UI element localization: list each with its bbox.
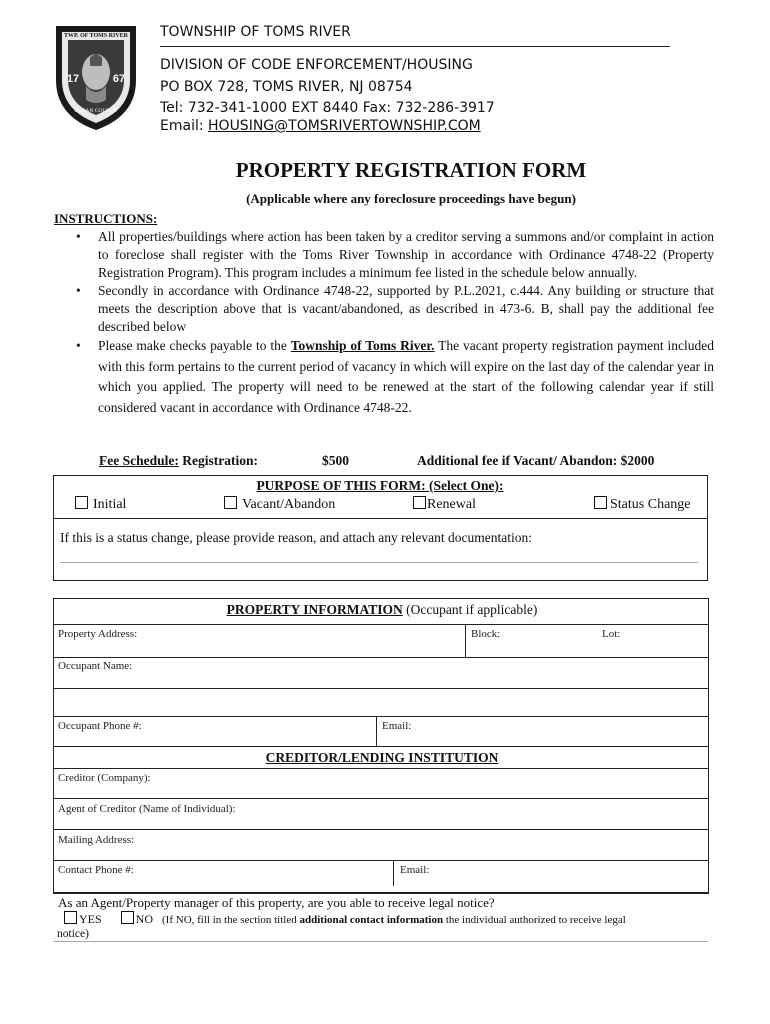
occupant-name-field[interactable]: Occupant Name: bbox=[58, 660, 133, 672]
divider bbox=[53, 941, 708, 942]
divider bbox=[53, 860, 708, 861]
occupant-phone-field[interactable]: Occupant Phone #: bbox=[58, 720, 142, 732]
purpose-heading: PURPOSE OF THIS FORM: (Select One): bbox=[256, 478, 504, 493]
instruction-item: • Please make checks payable to the Township of Toms River. The vacant property registration payment included with this form pertains to the current period of vacancy in which will expire on the last day of the calendar year in which you applied. The property will need to be renewed at the start of the following calendar year if still considered vacant in accordance with Ordinance 4748-22. bbox=[74, 336, 714, 418]
option-initial[interactable]: Initial bbox=[75, 496, 126, 513]
divider bbox=[53, 688, 708, 689]
svg-text:17: 17 bbox=[66, 73, 80, 85]
divider bbox=[465, 624, 466, 657]
divider bbox=[53, 716, 708, 717]
vacant-fee: Additional fee if Vacant/ Abandon: $2000 bbox=[417, 453, 655, 468]
no-option[interactable]: NO bbox=[121, 912, 153, 926]
svg-text:OCEAN COUNTY: OCEAN COUNTY bbox=[74, 108, 118, 114]
header-rule bbox=[160, 46, 670, 47]
mailing-address-field[interactable]: Mailing Address: bbox=[58, 834, 135, 846]
status-change-reason-label: If this is a status change, please provide reason, and attach any relevant documentation: bbox=[60, 530, 532, 545]
township-seal-logo bbox=[50, 20, 142, 132]
no-option-note: (If NO, fill in the section titled additional contact information the individual authorized to receive legal bbox=[162, 914, 626, 926]
divider bbox=[53, 892, 708, 893]
vacant-checkbox[interactable] bbox=[224, 496, 237, 509]
divider bbox=[53, 829, 708, 830]
email-link[interactable]: HOUSING@TOMSRIVERTOWNSHIP.COM bbox=[208, 118, 481, 134]
no-option-note-end: notice) bbox=[57, 928, 89, 940]
legal-notice-options bbox=[64, 911, 626, 927]
registration-fee: $500 bbox=[322, 453, 349, 468]
lot-field[interactable]: Lot: bbox=[602, 628, 621, 640]
fee-schedule: Fee Schedule: Registration: bbox=[99, 453, 258, 468]
initial-checkbox[interactable] bbox=[75, 496, 88, 509]
divider bbox=[53, 746, 708, 747]
svg-text:67: 67 bbox=[112, 73, 126, 85]
creditor-email-field[interactable]: Email: bbox=[400, 864, 430, 876]
creditor-company-field[interactable]: Creditor (Company): bbox=[58, 772, 151, 784]
divider bbox=[53, 624, 708, 625]
instruction-item: • Secondly in accordance with Ordinance 4748-22, supported by P.L.2021, c.444. Any building or structure that meets the description above that is vacant/abandoned, as described in 473-6. B, shall pay the additional fee described below bbox=[74, 282, 714, 336]
option-vacant-abandon[interactable]: Vacant/Abandon bbox=[224, 496, 335, 513]
yes-checkbox[interactable] bbox=[64, 911, 77, 924]
option-status-change[interactable]: Status Change bbox=[594, 496, 691, 513]
reason-input-line[interactable] bbox=[60, 562, 698, 563]
creditor-heading: CREDITOR/LENDING INSTITUTION bbox=[265, 750, 499, 765]
divider bbox=[53, 798, 708, 799]
divider bbox=[53, 518, 707, 519]
page-title: PROPERTY REGISTRATION FORM bbox=[235, 158, 587, 182]
option-renewal[interactable]: Renewal bbox=[413, 496, 476, 513]
yes-option[interactable]: YES bbox=[64, 912, 102, 926]
divider bbox=[393, 860, 394, 886]
instructions-heading: INSTRUCTIONS: bbox=[54, 211, 158, 226]
phone-fax: Tel: 732-341-1000 EXT 8440 Fax: 732-286-3917 bbox=[160, 100, 495, 116]
payee-name: Township of Toms River. bbox=[290, 338, 435, 353]
divider bbox=[53, 768, 708, 769]
status-change-checkbox[interactable] bbox=[594, 496, 607, 509]
instruction-item: • All properties/buildings where action has been taken by a creditor serving a summons and/or complaint in action to foreclose shall register with the Toms River Township in accordance with Ordinance 4748-22 (Property Registration Program). This program includes a minimum fee listed in the schedule below annually. bbox=[74, 228, 714, 282]
contact-phone-field[interactable]: Contact Phone #: bbox=[58, 864, 134, 876]
no-checkbox[interactable] bbox=[121, 911, 134, 924]
renewal-checkbox[interactable] bbox=[413, 496, 426, 509]
block-field[interactable]: Block: bbox=[471, 628, 501, 640]
township-name: TOWNSHIP OF TOMS RIVER bbox=[160, 24, 351, 40]
division-name: DIVISION OF CODE ENFORCEMENT/HOUSING bbox=[160, 57, 473, 73]
agent-name-field[interactable]: Agent of Creditor (Name of Individual): bbox=[58, 803, 236, 815]
property-heading: PROPERTY INFORMATION (Occupant if applicable) bbox=[226, 602, 538, 617]
legal-notice-question: As an Agent/Property manager of this property, are you able to receive legal notice? bbox=[58, 895, 495, 910]
divider bbox=[376, 716, 377, 746]
divider bbox=[53, 657, 708, 658]
po-box-address: PO BOX 728, TOMS RIVER, NJ 08754 bbox=[160, 79, 413, 95]
email-line: Email: HOUSING@TOMSRIVERTOWNSHIP.COM bbox=[160, 118, 481, 134]
instructions-list bbox=[74, 228, 714, 418]
page-subtitle: (Applicable where any foreclosure proceedings have begun) bbox=[246, 191, 576, 206]
svg-text:TWP. OF TOMS RIVER: TWP. OF TOMS RIVER bbox=[63, 33, 129, 39]
occupant-email-field[interactable]: Email: bbox=[382, 720, 412, 732]
property-address-field[interactable]: Property Address: bbox=[58, 628, 138, 640]
